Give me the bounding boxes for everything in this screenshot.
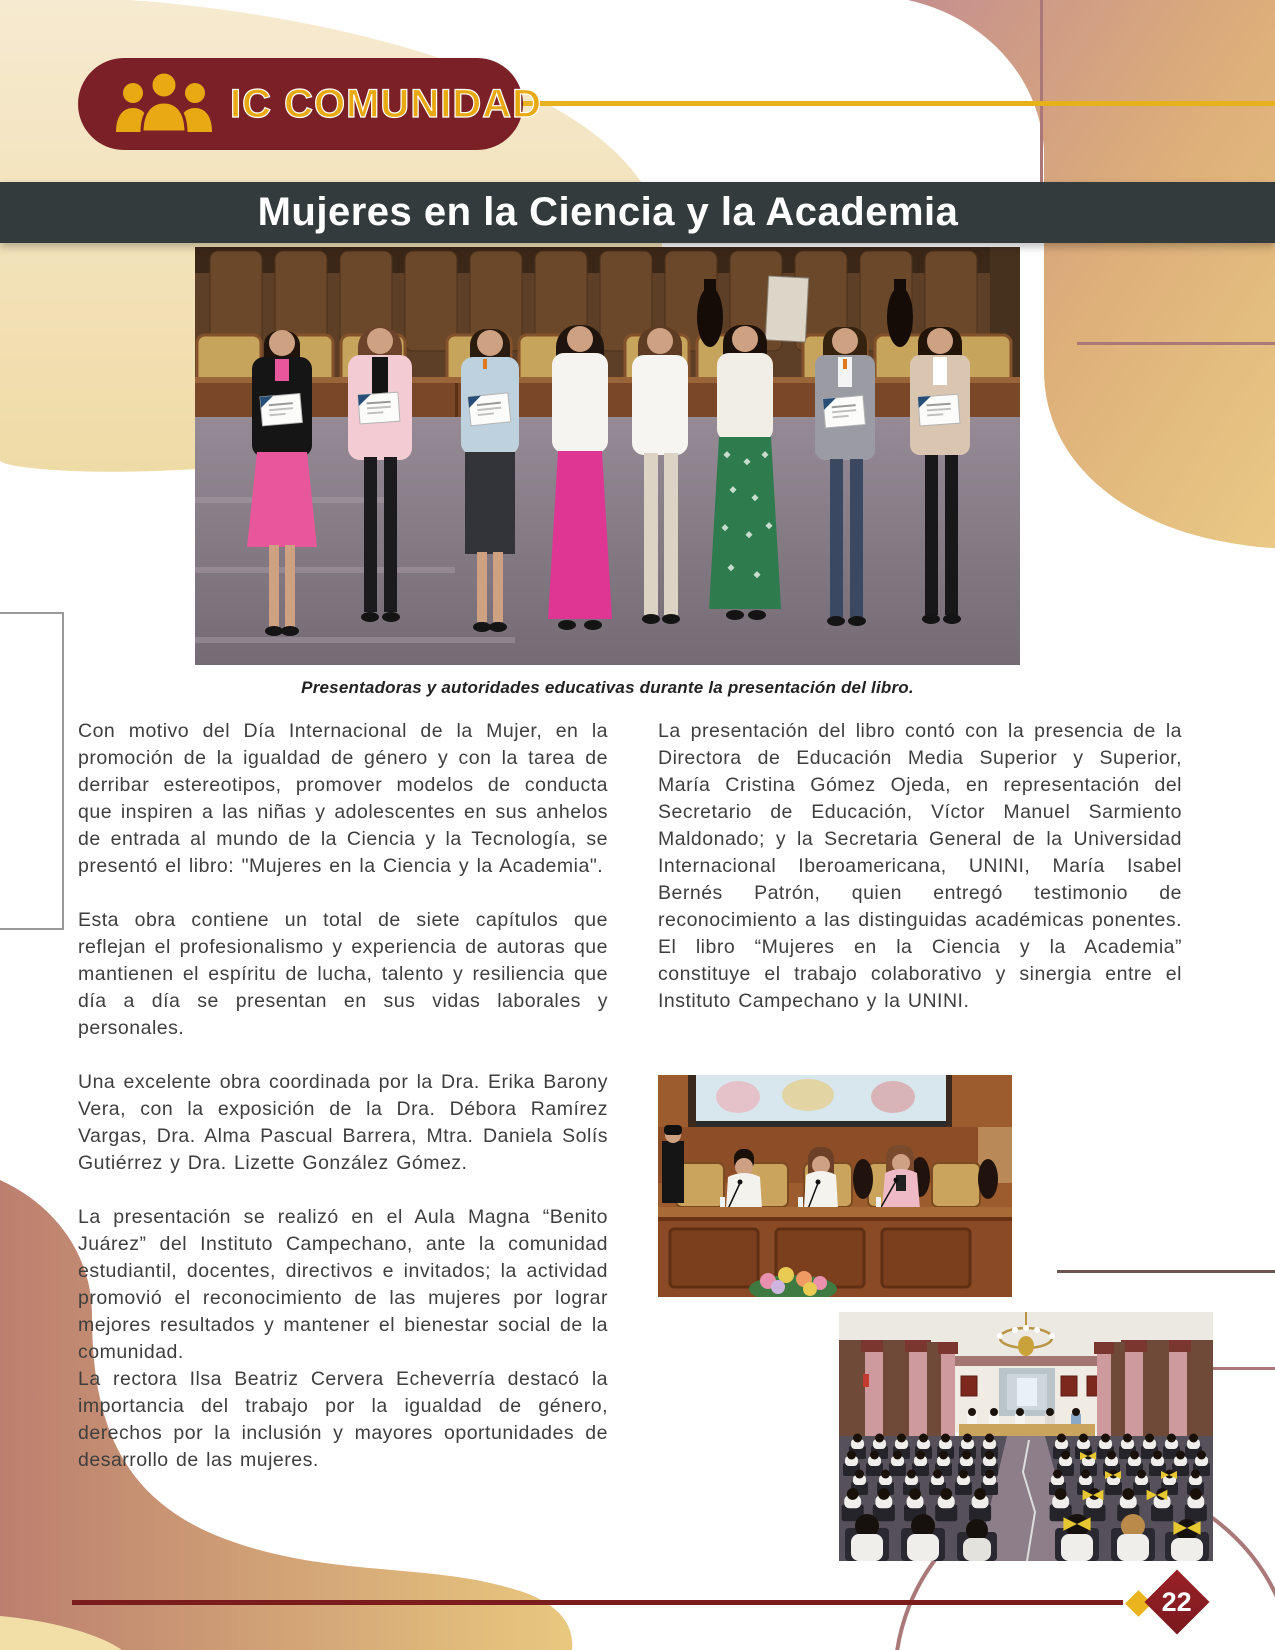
right-edge-line-upper <box>1057 1270 1275 1273</box>
photo-panel <box>658 1075 1012 1297</box>
right-curtains <box>1094 1340 1213 1444</box>
page-title: Mujeres en la Ciencia y la Academia <box>257 190 959 234</box>
photo-audience <box>839 1312 1213 1561</box>
gold-divider-line <box>520 101 1275 106</box>
article-left-column <box>78 718 608 1501</box>
ic-comunidad-badge <box>78 58 542 150</box>
photo-caption: Presentadoras y autoridades educativas durante la presentación del libro. <box>301 678 914 697</box>
paragraph: La rectora Ilsa Beatriz Cervera Echeverría destacó la importancia del trabajo por la igualdad de género, derechos por la inclusión y mayores oportunidades de desarrollo de las mujeres. <box>78 1368 608 1471</box>
article-right-column <box>658 718 1182 1042</box>
top-vertical-line <box>1040 0 1043 182</box>
panelist-center <box>804 1147 838 1209</box>
page-number: 22 <box>1161 1586 1193 1617</box>
paragraph: La presentación del libro contó con la presencia de la Directora de Educación Media Superior y Superior, María Cristina Gómez Ojeda, en representación del Secretario de Educación, Víctor Manuel Sarmiento Maldonado; y la Secretaria General de la Universidad Internacional Iberoamericana, UNINI, María Isabel Bernés Patrón, quien entregó testimonio de reconocimiento a las distinguidas académicas ponentes. El libro “Mujeres en la Ciencia y la Academia” constituye el trabajo colaborativo y sinergia entre el Instituto Campechano y la UNINI. <box>658 720 1182 1012</box>
left-curtains <box>839 1340 958 1444</box>
photo-group-presenters <box>195 247 1020 665</box>
figure-6 <box>709 325 781 620</box>
people-group-icon <box>114 70 214 139</box>
paragraph: La presentación se realizó en el Aula Magna “Benito Juárez” del Instituto Campechano, ante la comunidad estudiantil, docentes, directivos e invitados; la actividad promovió el reconocimiento de las mujeres por lograr mejores resultados y mantener el bienestar social de la comunidad. <box>78 1206 608 1363</box>
badge-label: IC COMUNIDAD <box>230 81 542 126</box>
figure-4 <box>548 325 612 630</box>
paragraph: Esta obra contiene un total de siete capítulos que reflejan el profesionalismo y experiencia de autoras que mantienen el espíritu de lucha, talento y resiliencia que día a día se presentan en sus vidas laborales y personales. <box>78 909 608 1039</box>
footer-line <box>72 1600 1123 1605</box>
right-edge-line-lower <box>1213 1367 1275 1370</box>
paragraph: Con motivo del Día Internacional de la Mujer, en la promoción de la igualdad de género y con la tarea de derribar estereotipos, promover modelos de conducta que inspiren a las niñas y adolescentes en sus anhelos de entrada al mundo de la Ciencia y la Tecnología, se presentó el libro: "Mujeres en la Ciencia y la Academia". <box>78 720 608 877</box>
paragraph: Una excelente obra coordinada por la Dra. Erika Barony Vera, con la exposición de la Dra. Débora Ramírez Vargas, Dra. Alma Pascual Barrera, Mtra. Daniela Solís Gutiérrez y Dra. Lizette González Gómez. <box>78 1071 608 1174</box>
title-banner <box>0 182 1275 243</box>
mid-right-line <box>1077 342 1275 345</box>
left-edge-box <box>0 612 64 930</box>
